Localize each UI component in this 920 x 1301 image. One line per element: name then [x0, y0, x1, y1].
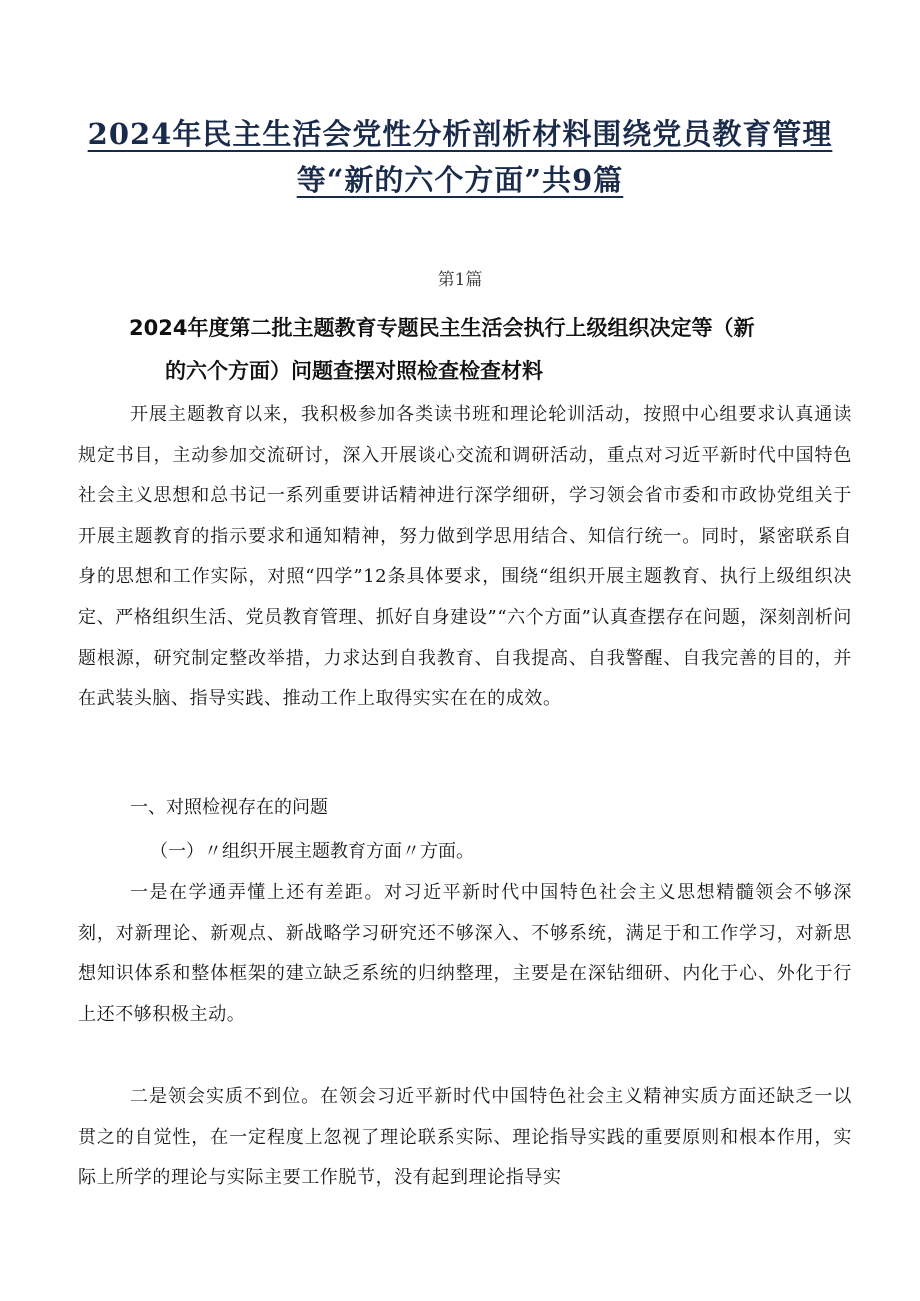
- subsection-heading: （一）〃组织开展主题教育方面〃方面。: [150, 841, 474, 862]
- article-number: 第1篇: [437, 270, 483, 290]
- article-title-line-1: 2024年度第二批主题教育专题民主生活会执行上级组织决定等（新: [129, 316, 755, 340]
- body-paragraph: 一是在学通弄懂上还有差距。对习近平新时代中国特色社会主义思想精髓领会不够深刻，对新理论、新观点、新战略学习研究还不够深入、不够系统，满足于和工作学习，对新思想知识体系和整体框架的建立缺乏系统的归纳整理，主要是在深钻细研、内化于心、外化于行上还不够积极主动。: [78, 882, 852, 1025]
- intro-paragraph: 开展主题教育以来，我积极参加各类读书班和理论轮训活动，按照中心组要求认真通读规定书目，主动参加交流研讨，深入开展谈心交流和调研活动，重点对习近平新时代中国特色社会主义思想和总书记一系列重要讲话精神进行深学细研，学习领会省市委和市政协党组关于开展主题教育的指示要求和通知精神，努力做到学思用结合、知信行统一。同时，紧密联系自身的思想和工作实际，对照“四学”12条具体要求，围绕“组织开展主题教育、执行上级组织决定、严格组织生活、党员教育管理、抓好自身建设”“六个方面”认真查摆存在问题，深刻剖析问题根源，研究制定整改举措，力求达到自我教育、自我提高、自我警醒、自我完善的目的，并在武装头脑、指导实践、推动工作上取得实实在在的成效。: [78, 404, 852, 710]
- document-title-line-2: 等“新的六个方面”共9篇: [296, 163, 624, 197]
- body-paragraph: 二是领会实质不到位。在领会习近平新时代中国特色社会主义精神实质方面还缺乏一以贯之的自觉性，在一定程度上忽视了理论联系实际、理论指导实践的重要原则和根本作用，实际上所学的理论与实际主要工作脱节，没有起到理论指导实: [78, 1086, 852, 1189]
- document-title-line-1: 2024年民主生活会党性分析剖析材料围绕党员教育管理: [87, 117, 833, 151]
- article-title-line-2: 的六个方面）问题查摆对照检查检查材料: [165, 359, 543, 383]
- section-heading: 一、对照检视存在的问题: [130, 797, 328, 818]
